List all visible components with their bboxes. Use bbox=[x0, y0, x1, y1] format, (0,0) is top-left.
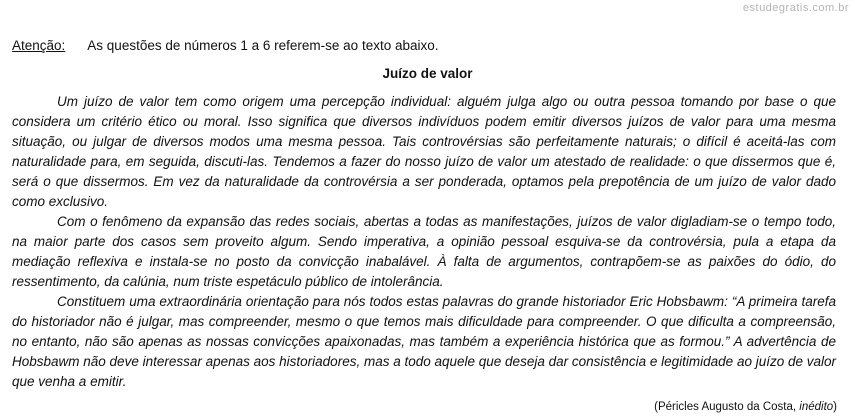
paragraph-3: Constituem uma extraordinária orientação para nós todos estas palavras do grande historiador Eric Hobsbawm: “A primeira tarefa do historiador não é julgar, mas compreender, mesmo o que temos mais dificuldade para compreender. O que dificulta a compreensão, no entanto, não são apenas as nossas convicções apaixonadas, mas também a experiência histórica que as formou.” A advertência de Hobsbawm não deve interessar apenas aos historiadores, mas a todo aquele que deseja dar consistência e legitimidade ao juízo de valor que venha a emitir. bbox=[12, 294, 837, 389]
paragraph-1: Um juízo de valor tem como origem uma percepção individual: alguém julga algo ou outra pessoa tomando por base o que considera um critério ético ou moral. Isso significa que diversos indivíduos podem emitir diversos juízos de valor para uma mesma situação, ou julgar de diversos modos uma mesma pessoa. Tais controvérsias são perfeitamente naturais; o difícil é aceitá-las com naturalidade para, em seguida, discuti-las. Tendemos a fazer do nosso juízo de valor um atestado de realidade: o que dissermos que é, será o que dissermos. Em vez da naturalidade da controvérsia a ser ponderada, optamos pela prepotência de um juízo de valor dado como exclusivo. bbox=[12, 94, 836, 209]
source-author: (Péricles Augusto da Costa, bbox=[654, 401, 800, 413]
site-watermark: estudegratis.com.br bbox=[742, 2, 849, 14]
attention-text: As questões de números 1 a 6 referem-se ao texto abaixo. bbox=[87, 38, 439, 53]
source-note: inédito bbox=[799, 401, 834, 413]
attention-label: Atenção: bbox=[12, 38, 66, 53]
source-citation bbox=[654, 401, 837, 413]
text-title: Juízo de valor bbox=[382, 66, 473, 81]
paragraph-2: Com o fenômeno da expansão das redes sociais, abertas a todas as manifestações, juízos de valor digladiam-se o tempo todo, na maior parte dos casos sem proveito algum. Sendo imperativa, a opinião pessoal esquiva-se da controvérsia, pula a etapa da mediação reflexiva e instala-se no posto da convicção inabalável. À falta de argumentos, contrapõem-se as paixões do ódio, do ressentimento, da calúnia, num triste espetáculo público de intolerância. bbox=[12, 214, 836, 289]
source-close: ) bbox=[833, 401, 837, 413]
text-body bbox=[12, 92, 836, 392]
attention-notice bbox=[12, 38, 439, 53]
